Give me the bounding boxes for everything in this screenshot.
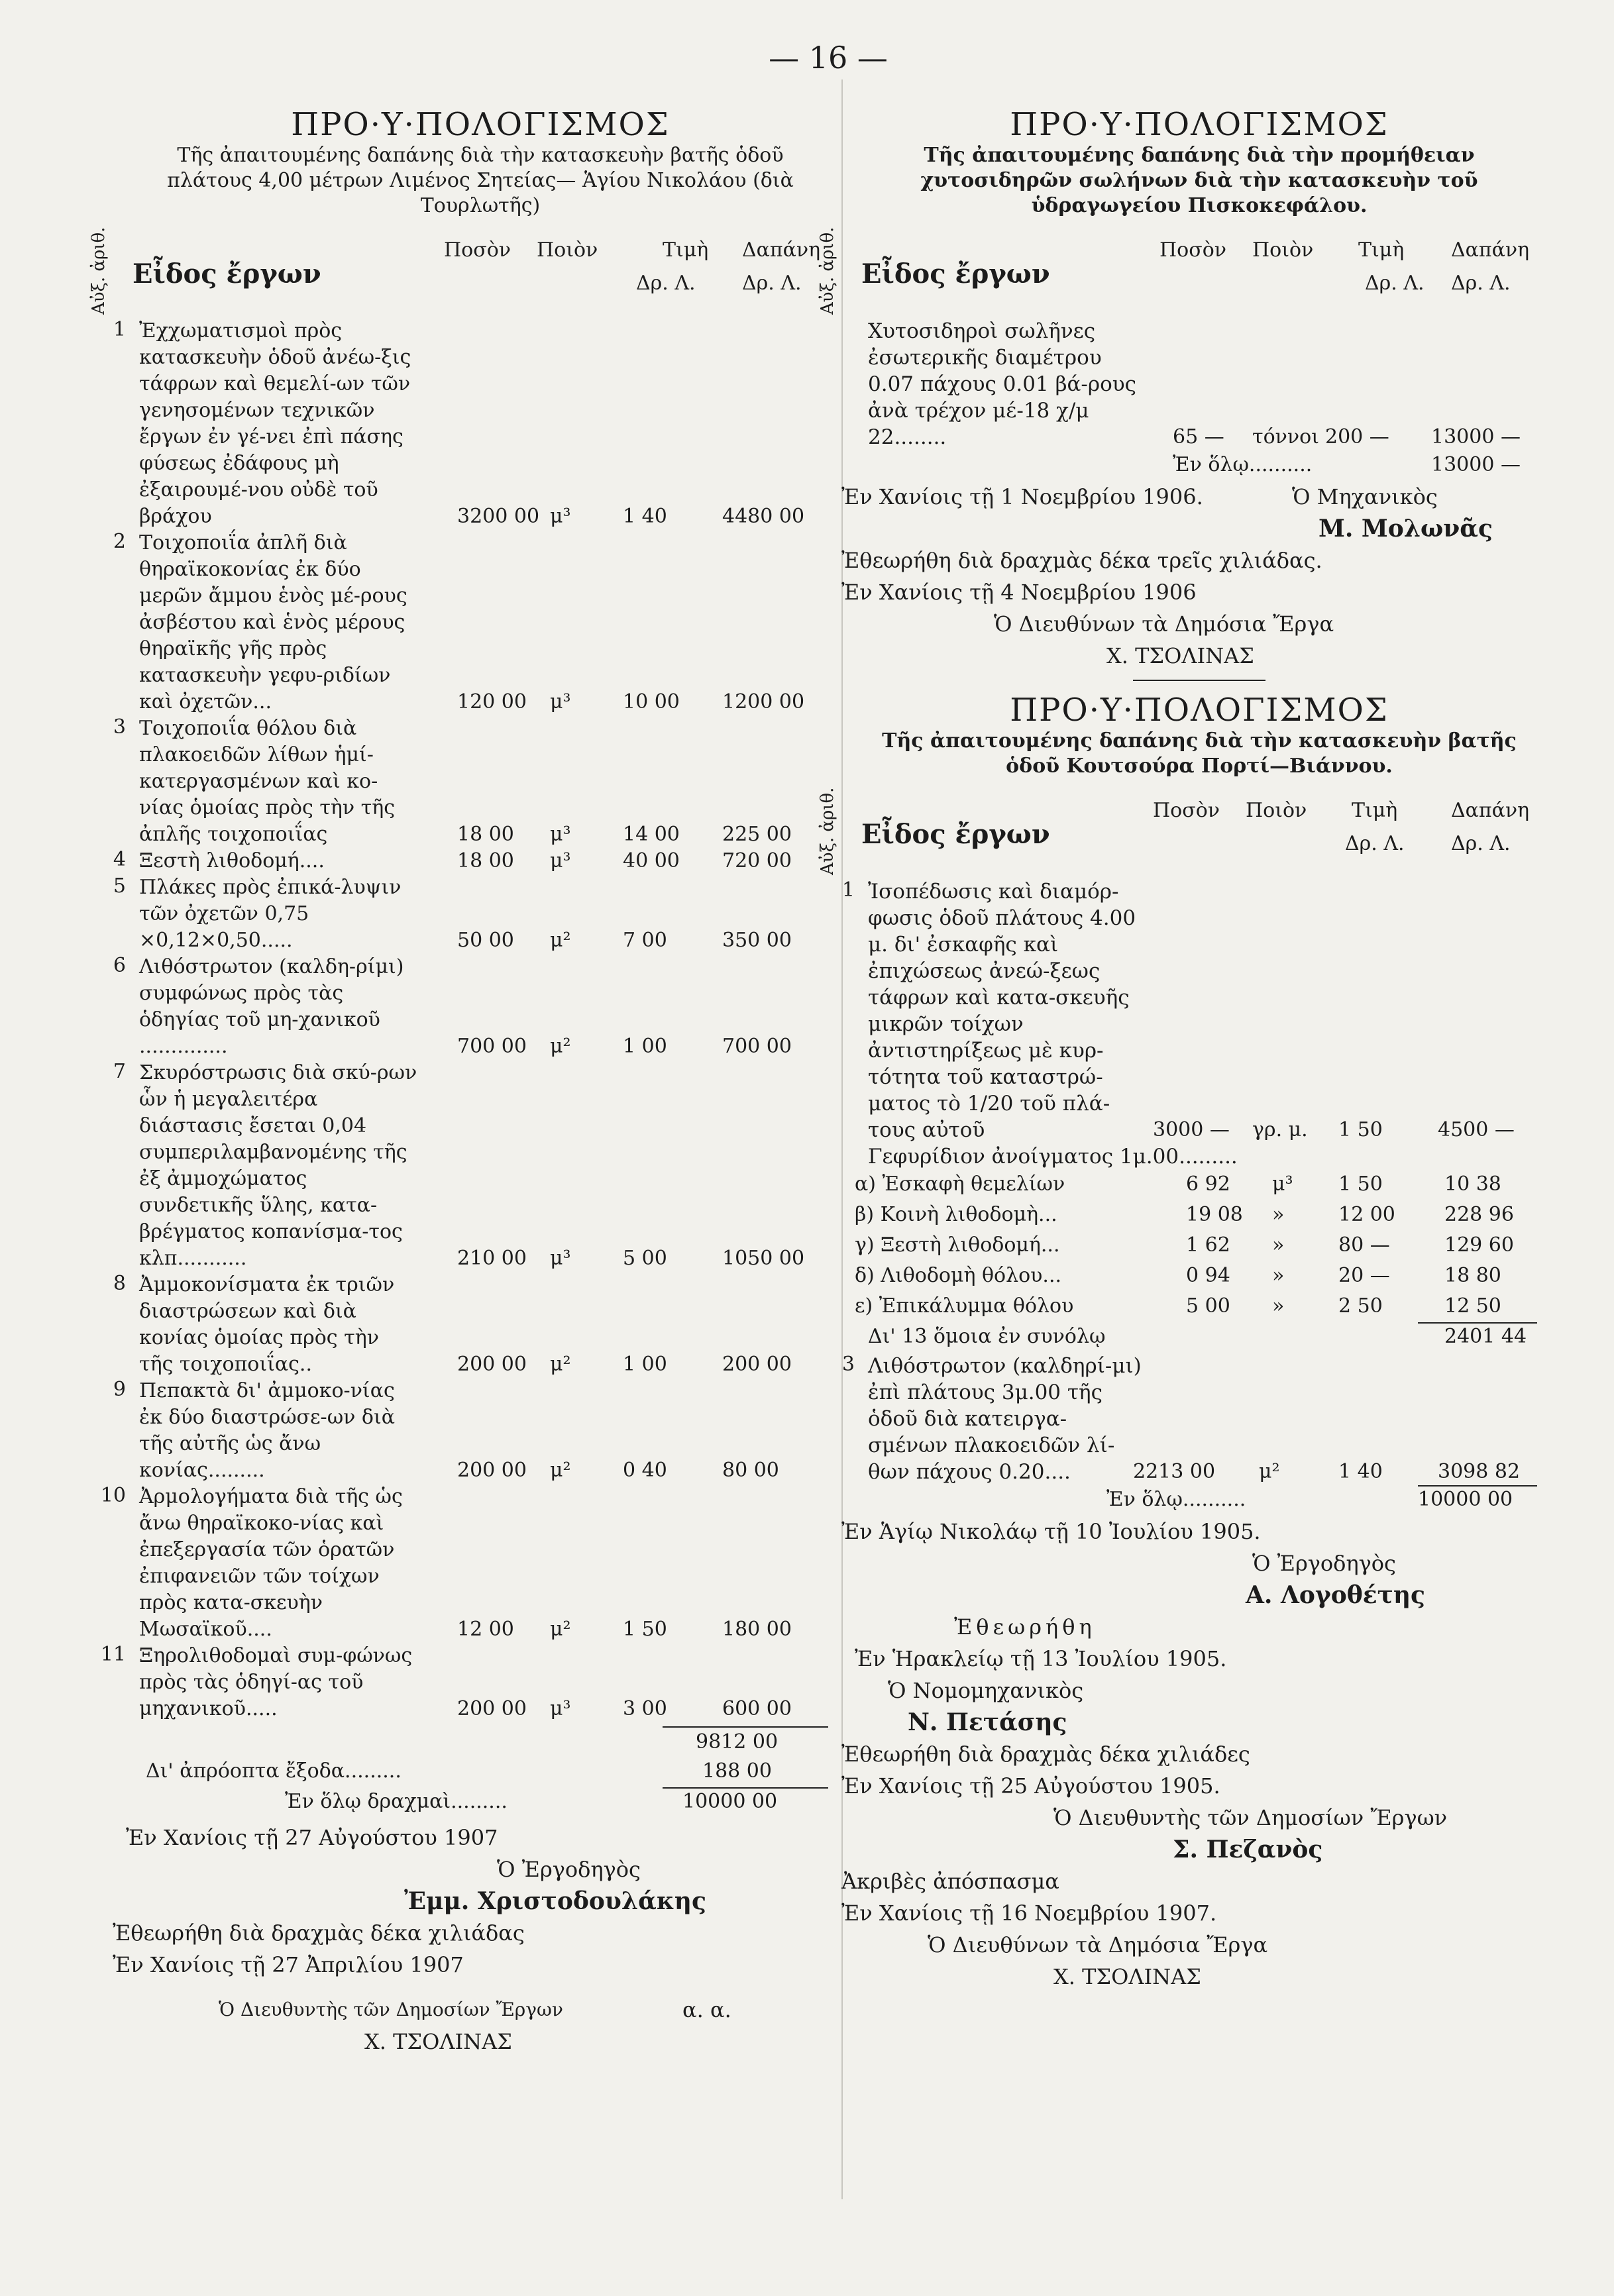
left-item-qty: 200 00	[457, 1353, 527, 1376]
left-item-desc: Λιθόστρωτον (καλδη-ρίμι) συμφώνως πρὸς τὰς ὁδηγίας τοῦ μη-χανικοῦ ..............	[139, 955, 404, 1058]
left-item-cost: 200 00	[722, 1353, 792, 1376]
left-item-cost: 1200 00	[722, 690, 805, 713]
section-separator	[1133, 680, 1265, 681]
left-item-row	[113, 1060, 848, 1272]
right2-approval-2-date: Ἐν Χανίοις τῇ 25 Αὐγούστου 1905.	[841, 1773, 1220, 1799]
right2-item-1: 1 Ἰσοπέδωσις καὶ διαμόρ-φωσις ὁδοῦ πλάτους 4.00 μ. δι' ἐσκαφῆς καὶ ἐπιχώσεως ἀνεώ-ξεως τάφρων καὶ κατα-σκευῆς μικρῶν τοίχων ἀντιστηρίξεως μὲ κυρ-τότητα τοῦ καταστρώ-ματος τὸ 1/20 τοῦ πλά-τους αὐτοῦ 3000 — γρ. μ. 1 50 4500 —	[841, 878, 1515, 1142]
left-signatory: Ἐμμ. Χριστοδουλάκης	[404, 1887, 706, 1915]
right2-item-3: 3 Λιθόστρωτον (καλδηρί-μι) ἐπὶ πλάτους 3μ.00 τῆς ὁδοῦ διὰ κατειργα-σμένων πλακοειδῶν λί-θων πάχους 0.20.... 2213 00 μ² 1 40 3098 82	[841, 1353, 1521, 1484]
left-item-cost: 1050 00	[722, 1247, 805, 1270]
left-item-qty: 12 00	[457, 1618, 514, 1641]
right2-item3-unit: μ²	[1259, 1460, 1280, 1483]
right2-bridge-cost: 12 50	[1444, 1294, 1501, 1318]
right1-subtitle: Τῆς ἀπαιτουμένης δαπάνης διὰ τὴν προμήθειαν χυτοσιδηρῶν σωλήνων διὰ τὴν κατασκευὴν τοῦ ὑδραγωγείου Πισκοκεφάλου.	[920, 144, 1478, 217]
left-item-number: 7	[113, 1060, 126, 1083]
right1-kind-label: Εἶδος ἔργων	[861, 258, 1050, 289]
right2-role: Ὁ Ἐργοδηγὸς	[1252, 1551, 1396, 1576]
left-item-cost: 80 00	[722, 1459, 779, 1482]
right2-bridge-label: β) Κοινὴ λιθοδομὴ...	[855, 1203, 1057, 1226]
right2-total-row	[841, 1485, 1557, 1516]
left-item-price: 0 40	[623, 1459, 667, 1482]
right2-extract-date: Ἐν Χανίοις τῇ 16 Νοεμβρίου 1907.	[841, 1901, 1217, 1926]
right2-bridge-unit: »	[1272, 1264, 1285, 1287]
left-item-price: 14 00	[623, 823, 680, 846]
right2-bridge-label: γ) Ξεστὴ λιθοδομή...	[855, 1233, 1060, 1257]
left-item-desc: Ἀρμολογήματα διὰ τῆς ὡς ἄνω θηραϊκοκο-νίας καὶ ἐπεξεργασία τῶν ὁρατῶν ἐπιφανειῶν τῶν τοίχων πρὸς κατα-σκευὴν Μωσαϊκοῦ....	[139, 1485, 403, 1641]
left-contingency: 188 00	[702, 1759, 772, 1783]
right1-director-role: Ὁ Διευθύνων τὰ Δημόσια Ἔργα	[994, 611, 1334, 637]
left-item-unit: μ³	[550, 849, 571, 872]
right1-item-qty: 65 —	[1173, 425, 1224, 448]
left-item-number: 2	[113, 530, 126, 553]
left-item-row	[100, 1643, 848, 1722]
right1-item-desc: Χυτοσιδηροὶ σωλῆνες ἐσωτερικῆς διαμέτρου 0.07 πάχους 0.01 βά-ρους ἀνὰ τρέχον μέ-18 χ/μ 22........	[868, 319, 1136, 449]
left-subtotal-row	[113, 1726, 848, 1757]
right1-side-label: Αὐξ. ἀριθ.	[818, 227, 837, 315]
left-item-cost: 720 00	[722, 849, 792, 872]
right2-item3-qty: 2213 00	[1133, 1460, 1216, 1483]
right2-bridge-sum-row	[841, 1322, 1557, 1353]
left-total-row	[113, 1787, 848, 1818]
right2-item1-cost: 4500 —	[1438, 1118, 1515, 1141]
left-subheader-cost: Δρ. Λ.	[742, 272, 802, 295]
left-item-cost: 600 00	[722, 1697, 792, 1720]
left-item-row	[113, 848, 848, 874]
left-budget-column	[89, 93, 848, 2054]
left-item-row	[100, 1484, 848, 1643]
right2-extract: Ἀκριβὲς ἀπόσπασμα	[841, 1869, 1059, 1894]
left-item-unit: μ²	[550, 1618, 571, 1641]
left-item-qty: 200 00	[457, 1697, 527, 1720]
left-approval: Ἐθεωρήθη διὰ δραχμὰς δέκα χιλιάδας	[113, 1920, 525, 1946]
left-item-desc: Πεπακτὰ δι' ἀμμοκο-νίας ἐκ δύο διαστρώσε-ων διὰ τῆς αὐτῆς ὡς ἄνω κονίας.........	[139, 1379, 396, 1482]
left-item-number: 10	[100, 1484, 126, 1507]
right2-bridge-row	[841, 1200, 1557, 1231]
right1-approval-date: Ἐν Χανίοις τῇ 4 Νοεμβρίου 1906	[841, 580, 1197, 605]
left-item-qty: 210 00	[457, 1247, 527, 1270]
left-item-qty: 18 00	[457, 823, 514, 846]
right1-total: 13000 —	[1431, 453, 1521, 476]
left-item-cost: 225 00	[722, 823, 792, 846]
left-role: Ὁ Ἐργοδηγὸς	[497, 1857, 641, 1882]
right2-bridge-qty: 5 00	[1186, 1294, 1230, 1318]
right2-kind-label: Εἶδος ἔργων	[861, 819, 1050, 850]
right1-footer	[841, 481, 1557, 672]
left-item-number: 3	[113, 715, 126, 739]
left-item-qty: 120 00	[457, 690, 527, 713]
left-items-table	[100, 318, 848, 1722]
left-item-desc: Ἐχχωματισμοὶ πρὸς κατασκευὴν ὁδοῦ ἀνέω-ξις τάφρων καὶ θεμελί-ων τῶν γενησομένων τεχνικῶν ἔργων ἐν γέ-νει ἐπὶ πάσης φύσεως ἐδάφους μὴ ἐξαιρουμέ-νου οὐδὲ τοῦ βράχου	[139, 319, 411, 528]
left-header-cost: Δαπάνη	[742, 238, 821, 262]
left-table-header	[89, 225, 848, 318]
left-subtitle: Τῆς ἀπαιτουμένης δαπάνης διὰ τὴν κατασκευὴν βατῆς ὁδοῦ πλάτους 4,00 μέτρων Λιμένος Σητείας— Ἁγίου Νικολάου (διὰ Τουρλωτῆς)	[167, 144, 794, 217]
left-aa: α. α.	[682, 1997, 731, 2022]
right2-director-role: Ὁ Διευθυντὴς τῶν Δημοσίων Ἔργων	[1053, 1805, 1448, 1830]
left-item-price: 1 40	[623, 505, 667, 528]
left-item-row	[113, 530, 848, 715]
right2-bridge-price: 12 00	[1338, 1203, 1395, 1226]
left-contingency-label: Δι' ἀπρόοπτα ἔξοδα.........	[146, 1759, 402, 1783]
right2-bridge-cost: 228 96	[1444, 1203, 1514, 1226]
left-title: ΠΡΟ·Υ·ΠΟΛΟΓΙΣΜΟΣ	[291, 106, 670, 143]
left-item-row	[113, 874, 848, 954]
left-side-label: Αὐξ. ἀριθ.	[89, 227, 109, 315]
right2-bridge-sum-label: Δι' 13 ὅμοια ἐν συνόλῳ	[868, 1325, 1106, 1348]
left-item-qty: 50 00	[457, 929, 514, 952]
right2-bridge-unit: »	[1272, 1294, 1285, 1318]
right2-date: Ἐν Ἁγίῳ Νικολάῳ τῇ 10 Ἰουλίου 1905.	[841, 1519, 1261, 1544]
left-item-number: 4	[113, 848, 126, 871]
right2-nomomichanikos-name: Ν. Πετάσης	[908, 1708, 1067, 1736]
right2-item3-price: 1 40	[1338, 1460, 1383, 1483]
right2-nomomichanikos-role: Ὁ Νομομηχανικὸς	[888, 1678, 1084, 1703]
right2-bridge-qty: 1 62	[1186, 1233, 1230, 1257]
right2-bridge-qty: 0 94	[1186, 1264, 1230, 1287]
right2-signatory: Α. Λογοθέτης	[1246, 1581, 1425, 1609]
left-item-number: 8	[113, 1272, 126, 1295]
right2-bridge-row	[841, 1170, 1557, 1200]
right2-bridge-price: 2 50	[1338, 1294, 1383, 1318]
left-item-number: 6	[113, 954, 126, 977]
right2-total: 10000 00	[1418, 1488, 1513, 1511]
right1-item	[841, 318, 1557, 450]
right2-bridge-unit: »	[1272, 1203, 1285, 1226]
left-item-unit: μ³	[550, 505, 571, 528]
right2-bridge-cost: 18 80	[1444, 1264, 1501, 1287]
left-item-unit: μ³	[550, 1247, 571, 1270]
right2-bridge-row	[841, 1292, 1557, 1322]
left-item-row	[113, 318, 848, 530]
right2-bridge-cost: 129 60	[1444, 1233, 1514, 1257]
left-director-role: Ὁ Διευθυντὴς τῶν Δημοσίων Ἔργων	[219, 1999, 563, 2020]
right2-bridge-table	[841, 1170, 1557, 1322]
right2-approval-date: Ἐν Ἡρακλείῳ τῇ 13 Ἰουλίου 1905.	[855, 1646, 1227, 1671]
left-item-cost: 700 00	[722, 1035, 792, 1058]
right2-bridge-row	[841, 1231, 1557, 1261]
left-footer	[113, 1822, 848, 2054]
left-item-desc: Πλάκες πρὸς ἐπικά-λυψιν τῶν ὀχετῶν 0,75 ×0,12×0,50.....	[139, 876, 402, 952]
right1-date: Ἐν Χανίοις τῇ 1 Νοεμβρίου 1906.	[841, 484, 1203, 509]
right2-header-price: Τιμὴ	[1352, 799, 1398, 822]
left-item-price: 5 00	[623, 1247, 667, 1270]
right2-bridge-row	[841, 1261, 1557, 1292]
right2-bridge-sum: 2401 44	[1444, 1325, 1527, 1348]
right1-role: Ὁ Μηχανικὸς	[1292, 484, 1438, 509]
right2-header-cost: Δαπάνη	[1451, 799, 1530, 822]
right2-bridge-label: α) Ἐσκαφὴ θεμελίων	[855, 1173, 1065, 1196]
left-item-cost: 180 00	[722, 1618, 792, 1641]
right2-bridge-qty: 6 92	[1186, 1173, 1230, 1196]
right2-bridge-price: 20 —	[1338, 1264, 1390, 1287]
left-item-number: 9	[113, 1378, 126, 1401]
left-contingency-row	[113, 1757, 848, 1787]
left-date: Ἐν Χανίοις τῇ 27 Αὐγούστου 1907	[126, 1825, 498, 1850]
right2-item3-cost: 3098 82	[1438, 1460, 1521, 1483]
right2-bridge-price: 1 50	[1338, 1173, 1383, 1196]
left-header-qty: Ποσὸν	[444, 238, 511, 262]
right2-bridge-label: ε) Ἐπικάλυμμα θόλου	[855, 1294, 1074, 1318]
left-item-number: 1	[113, 318, 126, 341]
right2-item1-desc: Ἰσοπέδωσις καὶ διαμόρ-φωσις ὁδοῦ πλάτους 4.00 μ. δι' ἐσκαφῆς καὶ ἐπιχώσεως ἀνεώ-ξεως τάφρων καὶ κατα-σκευῆς μικρῶν τοίχων ἀντιστηρίξεως μὲ κυρ-τότητα τοῦ καταστρώ-ματος τὸ 1/20 τοῦ πλά-τους αὐτοῦ	[868, 880, 1136, 1142]
right1-subheader-price: Δρ. Λ.	[1365, 272, 1425, 295]
left-item-desc: Τοιχοποιΐα ἀπλῆ διὰ θηραϊκοκονίας ἐκ δύο μερῶν ἄμμου ἑνὸς μέ-ρους ἀσβέστου καὶ ἑνὸς μέρους θηραϊκῆς γῆς πρὸς κατασκευὴν γεφυ-ριδίων καὶ ὀχετῶν...	[139, 531, 407, 713]
right2-bridge-label: δ) Λιθοδομὴ θόλου...	[855, 1264, 1062, 1287]
right1-title: ΠΡΟ·Υ·ΠΟΛΟΓΙΣΜΟΣ	[1010, 106, 1389, 143]
left-item-price: 40 00	[623, 849, 680, 872]
left-total: 10000 00	[682, 1790, 778, 1813]
right2-header-unit: Ποιὸν	[1246, 799, 1307, 822]
right2-subtitle: Τῆς ἀπαιτουμένης δαπάνης διὰ τὴν κατασκευὴν βατῆς ὁδοῦ Κουτσούρα Πορτί—Βιάννου.	[882, 729, 1517, 778]
left-item-desc: Σκυρόστρωσις διὰ σκύ-ρων ὧν ἡ μεγαλειτέρα διάστασις ἔσεται 0,04 συμπεριλαμβανομένης τῆς ἐξ ἀμμοχώματος συνδετικῆς ὕλης, κατα-βρέγματος κοπανίσμα-τος κλπ...........	[139, 1061, 417, 1270]
left-item-price: 1 00	[623, 1353, 667, 1376]
left-item-row	[113, 715, 848, 848]
right1-header-price: Τιμὴ	[1358, 238, 1405, 262]
left-total-label: Ἐν ὅλῳ δραχμαὶ.........	[285, 1790, 508, 1813]
right2-approval-2: Ἐθεωρήθη διὰ δραχμὰς δέκα χιλιάδες	[841, 1742, 1250, 1767]
left-item-qty: 200 00	[457, 1459, 527, 1482]
right2-bridge-cost: 10 38	[1444, 1173, 1501, 1196]
left-item-unit: μ³	[550, 1697, 571, 1720]
right1-header-qty: Ποσὸν	[1159, 238, 1227, 262]
right1-table-header	[818, 225, 1557, 318]
right2-total-label: Ἐν ὅλῳ..........	[1106, 1488, 1246, 1511]
left-item-unit: μ²	[550, 1353, 571, 1376]
left-item-qty: 700 00	[457, 1035, 527, 1058]
right1-item-price: 200 —	[1325, 425, 1389, 448]
left-item-price: 10 00	[623, 690, 680, 713]
left-item-unit: μ³	[550, 823, 571, 846]
right2-final-role: Ὁ Διευθύνων τὰ Δημόσια Ἔργα	[928, 1932, 1268, 1957]
left-header-unit: Ποιὸν	[537, 238, 598, 262]
left-item-desc: Τοιχοποιΐα θόλου διὰ πλακοειδῶν λίθων ἡμί-κατεργασμένων καὶ κο-νίας ὁμοίας πρὸς τὴν τῆς ἀπλῆς τοιχοποιΐας	[139, 717, 396, 846]
left-item-price: 7 00	[623, 929, 667, 952]
right2-subheader-price: Δρ. Λ.	[1345, 832, 1405, 855]
right2-bridge-unit: μ³	[1272, 1173, 1293, 1196]
left-item-price: 1 50	[623, 1618, 667, 1641]
right2-subheader-cost: Δρ. Λ.	[1451, 832, 1511, 855]
right2-item3-desc: Λιθόστρωτον (καλδηρί-μι) ἐπὶ πλάτους 3μ.00 τῆς ὁδοῦ διὰ κατειργα-σμένων πλακοειδῶν λί-θων πάχους 0.20....	[868, 1354, 1142, 1484]
right1-signatory: Μ. Μολωνᾶς	[1318, 515, 1493, 543]
right1-item-unit: τόννοι	[1252, 425, 1319, 448]
left-subheader-price: Δρ. Λ.	[636, 272, 696, 295]
right2-item1-unit: γρ. μ.	[1252, 1118, 1308, 1141]
right2-director-name: Σ. Πεζανὸς	[1173, 1836, 1323, 1863]
right1-approval: Ἐθεωρήθη διὰ δραχμὰς δέκα τρεῖς χιλιάδας.	[841, 548, 1322, 573]
right1-total-row	[841, 450, 1557, 481]
left-item-qty: 3200 00	[457, 505, 540, 528]
right-budget-1	[818, 93, 1557, 1993]
right1-director-name: Χ. ΤΣΟΛΙΝΑΣ	[1106, 643, 1254, 668]
left-item-cost: 4480 00	[722, 505, 805, 528]
right2-bridge-unit: »	[1272, 1233, 1285, 1257]
left-item-unit: μ²	[550, 929, 571, 952]
left-item-unit: μ²	[550, 1035, 571, 1058]
left-approval-date: Ἐν Χανίοις τῇ 27 Ἀπριλίου 1907	[113, 1952, 464, 1977]
left-item-number: 11	[100, 1643, 126, 1666]
left-kind-label: Εἶδος ἔργων	[133, 258, 321, 289]
right2-final-name: Χ. ΤΣΟΛΙΝΑΣ	[1053, 1964, 1201, 1989]
left-item-desc: Ξηρολιθοδομαὶ συμ-φώνως πρὸς τὰς ὁδηγί-ας τοῦ μηχανικοῦ.....	[139, 1644, 413, 1720]
left-header-price: Τιμὴ	[663, 238, 709, 262]
left-item-desc: Ἀμμοκονίσματα ἐκ τριῶν διαστρώσεων καὶ διὰ κονίας ὁμοίας πρὸς τὴν τῆς τοιχοποιΐας..	[139, 1273, 395, 1376]
left-item-price: 1 00	[623, 1035, 667, 1058]
left-item-unit: μ²	[550, 1459, 571, 1482]
right2-side-label: Αὐξ. ἀριθ.	[818, 787, 837, 875]
left-director-name: Χ. ΤΣΟΛΙΝΑΣ	[364, 2029, 512, 2054]
right2-footer	[841, 1516, 1557, 1993]
left-subtotal: 9812 00	[696, 1730, 779, 1753]
right2-bridge-price: 80 —	[1338, 1233, 1390, 1257]
right2-title: ΠΡΟ·Υ·ΠΟΛΟΓΙΣΜΟΣ	[1010, 692, 1389, 729]
left-item-price: 3 00	[623, 1697, 667, 1720]
left-item-cost: 350 00	[722, 929, 792, 952]
right1-subheader-cost: Δρ. Λ.	[1451, 272, 1511, 295]
right1-header-unit: Ποιὸν	[1252, 238, 1314, 262]
page-number: — 16 —	[769, 40, 888, 76]
right2-item1-qty: 3000 —	[1153, 1118, 1230, 1141]
left-item-qty: 18 00	[457, 849, 514, 872]
right1-header-cost: Δαπάνη	[1451, 238, 1530, 262]
left-item-row	[113, 954, 848, 1060]
left-item-number: 5	[113, 874, 126, 898]
right2-bridge-qty: 19 08	[1186, 1203, 1243, 1226]
right2-table-header	[818, 786, 1557, 878]
left-item-unit: μ³	[550, 690, 571, 713]
right2-item1-price: 1 50	[1338, 1118, 1383, 1141]
right2-header-qty: Ποσὸν	[1153, 799, 1220, 822]
right1-total-label: Ἐν ὅλῳ..........	[1173, 453, 1313, 476]
right2-bridge-title: Γεφυρίδιον ἀνοίγματος 1μ.00.........	[868, 1145, 1238, 1169]
left-item-desc: Ξεστὴ λιθοδομή....	[139, 849, 325, 872]
right1-item-cost: 13000 —	[1431, 425, 1521, 448]
left-item-row	[113, 1272, 848, 1378]
left-item-row	[113, 1378, 848, 1484]
right2-approved: Ἐθεωρήθη	[954, 1614, 1096, 1640]
